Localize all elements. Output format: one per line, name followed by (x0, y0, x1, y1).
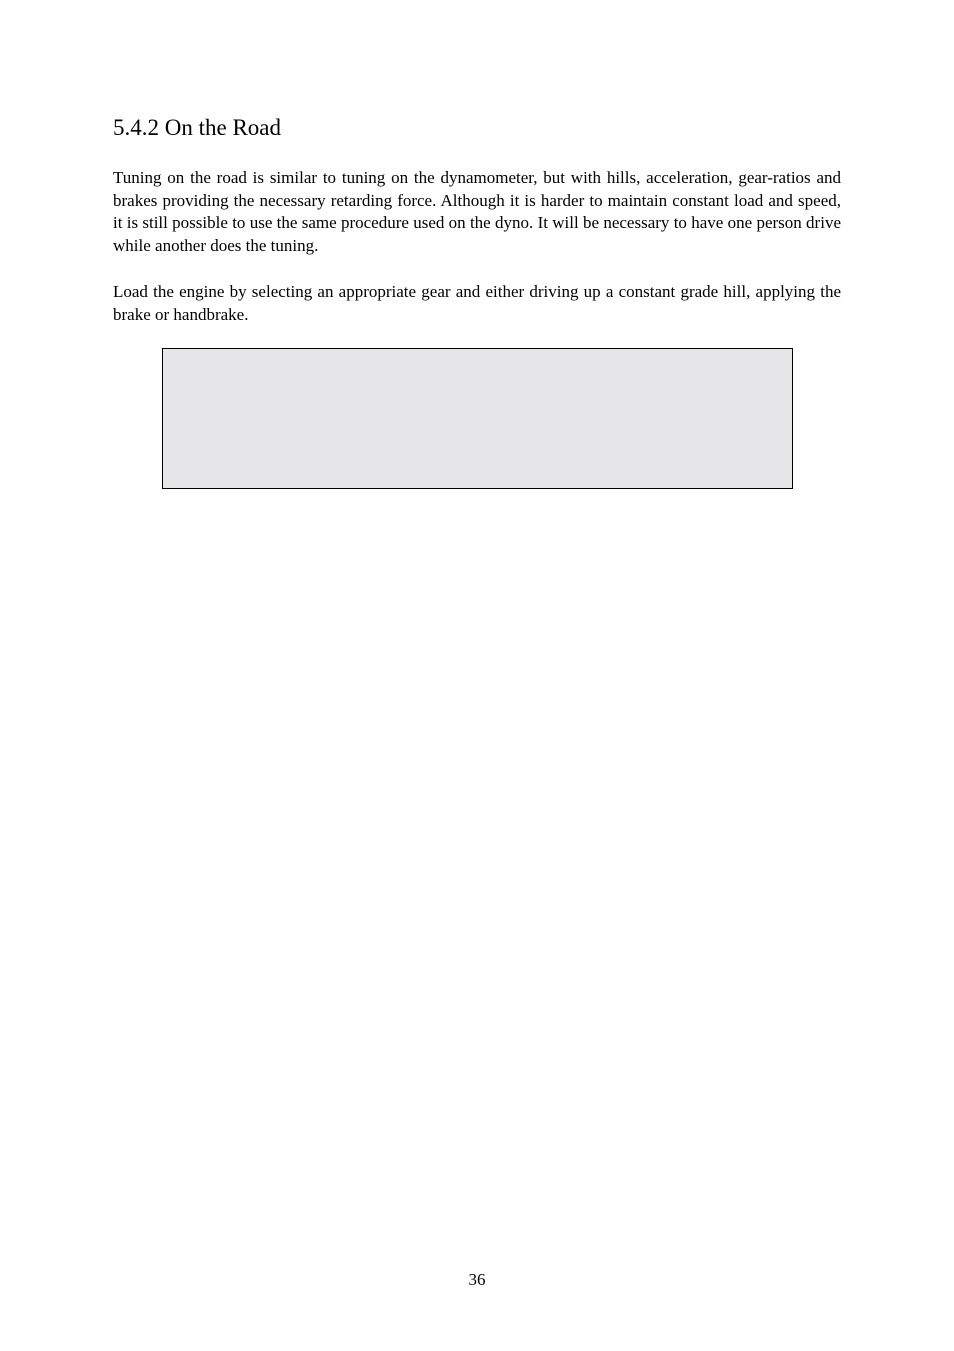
page-number: 36 (468, 1270, 486, 1289)
section-heading: 5.4.2 On the Road (113, 115, 282, 140)
paragraph-road-tuning-intro: Tuning on the road is similar to tuning on the dynamometer, but with hills, acceleration, gear-ratios and brakes providing the necessary retarding force. Although it is harder to maintain constant load and speed, it is still possible to use the same procedure used on the dyno. It will be necessary to have one person drive while another does the tuning. (113, 168, 841, 256)
shaded-note-box (162, 348, 793, 489)
paragraph-engine-loading: Load the engine by selecting an appropriate gear and either driving up a constant grade hill, applying the brake or handbrake. (113, 282, 841, 324)
